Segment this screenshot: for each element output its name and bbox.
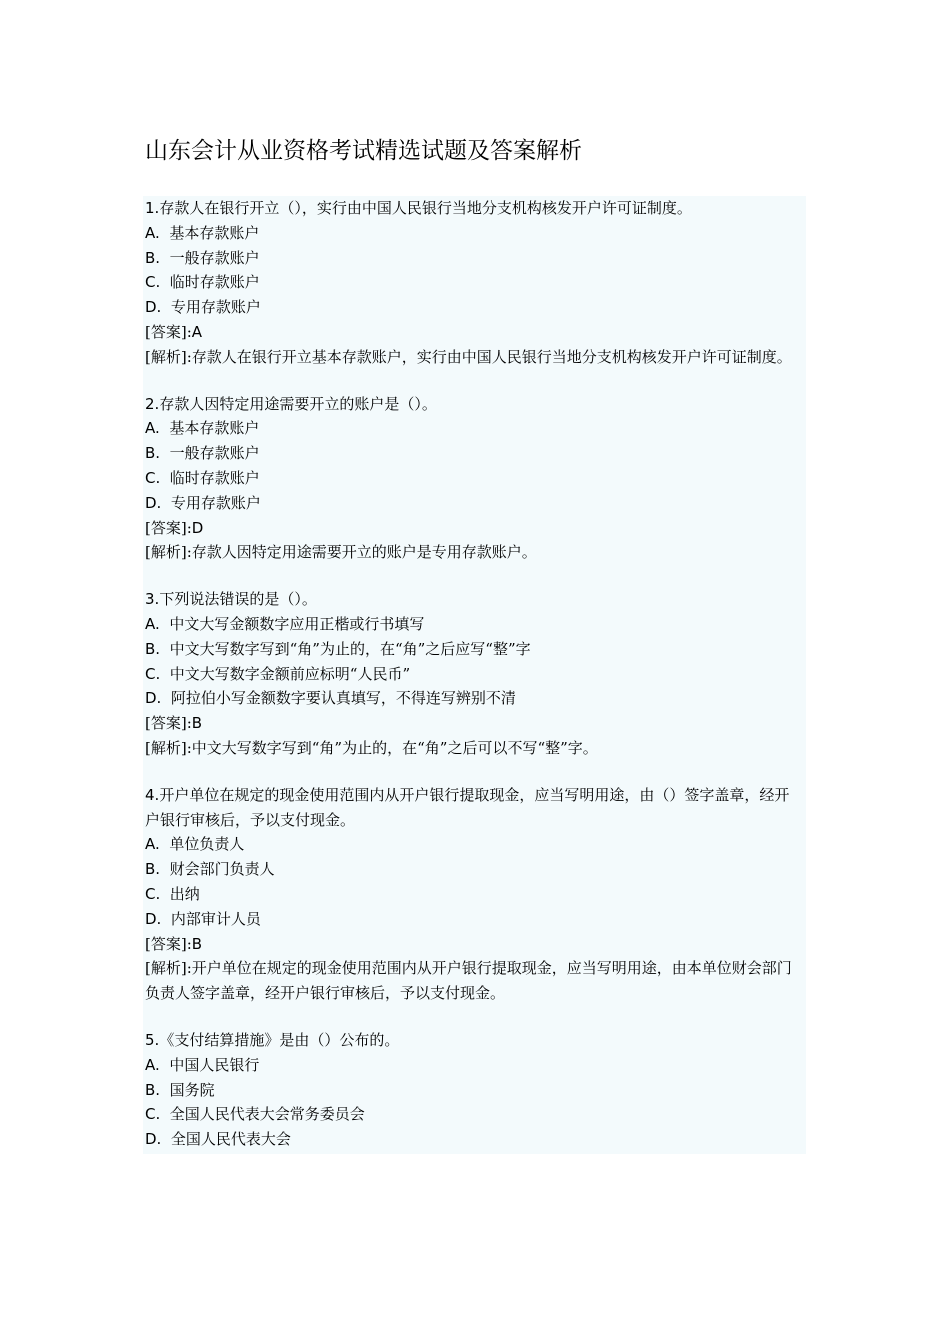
option-letter: B.	[145, 860, 161, 879]
question-item	[145, 587, 804, 761]
option-d	[145, 491, 804, 516]
option-c	[145, 882, 804, 907]
option-b	[145, 857, 804, 882]
analysis-text: 中文大写数字写到“角”为止的，在“角”之后可以不写“整”字。	[191, 738, 598, 757]
option-c	[145, 1102, 804, 1127]
analysis-line	[145, 540, 804, 565]
question-text: 存款人因特定用途需要开立的账户是（）。	[159, 394, 437, 413]
answer-value: D	[191, 518, 204, 537]
option-letter: C.	[145, 273, 161, 292]
question-number: 3.	[145, 590, 160, 609]
analysis-line	[145, 956, 804, 1006]
question-number: 5.	[145, 1030, 160, 1049]
option-text: 财会部门负责人	[169, 860, 275, 879]
analysis-line	[145, 345, 804, 370]
analysis-label: [解析]:	[145, 738, 192, 757]
question-item	[145, 392, 804, 566]
option-text: 出纳	[169, 884, 200, 903]
option-text: 中文大写数字金额前应标明“人民币”	[169, 664, 411, 683]
option-a	[145, 416, 804, 441]
option-letter: D.	[145, 1130, 162, 1149]
answer-line	[145, 711, 804, 736]
option-text: 专用存款账户	[170, 298, 261, 317]
option-letter: A.	[145, 835, 160, 854]
option-letter: D.	[145, 909, 162, 928]
analysis-label: [解析]:	[145, 543, 192, 562]
option-letter: D.	[145, 689, 162, 708]
option-letter: A.	[145, 614, 160, 633]
answer-label: [答案]:	[145, 322, 192, 341]
answer-line	[145, 516, 804, 541]
analysis-line	[145, 736, 804, 761]
option-letter: C.	[145, 468, 161, 487]
option-text: 国务院	[169, 1080, 215, 1099]
option-b	[145, 441, 804, 466]
option-letter: B.	[145, 639, 161, 658]
question-text: 下列说法错误的是（）。	[159, 590, 317, 609]
option-d	[145, 295, 804, 320]
question-item	[145, 1028, 804, 1152]
answer-line	[145, 320, 804, 345]
option-text: 单位负责人	[169, 835, 245, 854]
question-text: 《支付结算措施》是由（）公布的。	[159, 1030, 400, 1049]
option-c	[145, 466, 804, 491]
answer-line	[145, 932, 804, 957]
option-text: 专用存款账户	[170, 493, 261, 512]
option-c	[145, 270, 804, 295]
question-number: 2.	[145, 394, 160, 413]
option-text: 中国人民银行	[169, 1055, 260, 1074]
page-title: 山东会计从业资格考试精选试题及答案解析	[145, 138, 582, 164]
answer-value: B	[191, 934, 203, 953]
option-letter: C.	[145, 884, 161, 903]
question-number: 4.	[145, 785, 160, 804]
answer-label: [答案]:	[145, 714, 192, 733]
option-letter: D.	[145, 298, 162, 317]
question-stem	[145, 783, 804, 833]
analysis-text: 存款人因特定用途需要开立的账户是专用存款账户。	[191, 543, 537, 562]
option-c	[145, 662, 804, 687]
question-text: 存款人在银行开立（），实行由中国人民银行当地分支机构核发开户许可证制度。	[159, 199, 692, 217]
option-d	[145, 1127, 804, 1152]
option-letter: D.	[145, 493, 162, 512]
question-item	[145, 196, 804, 370]
question-stem	[145, 392, 804, 417]
option-letter: C.	[145, 1105, 161, 1124]
option-d	[145, 686, 804, 711]
analysis-label: [解析]:	[145, 347, 192, 366]
question-stem	[145, 587, 804, 612]
question-item	[145, 783, 804, 1006]
option-a	[145, 832, 804, 857]
question-text: 开户单位在规定的现金使用范围内从开户银行提取现金，应当写明用途，由（）签字盖章，经开户银行审核后，予以支付现金。	[145, 785, 790, 829]
answer-value: B	[191, 714, 203, 733]
option-text: 临时存款账户	[169, 468, 260, 487]
option-text: 基本存款账户	[169, 419, 260, 438]
question-stem	[145, 1028, 804, 1053]
answer-label: [答案]:	[145, 934, 192, 953]
question-number: 1.	[145, 199, 160, 217]
analysis-label: [解析]:	[145, 959, 192, 978]
answer-value: A	[191, 322, 203, 341]
answer-label: [答案]:	[145, 518, 192, 537]
option-a	[145, 221, 804, 246]
option-text: 全国人民代表大会常务委员会	[169, 1105, 365, 1124]
option-letter: A.	[145, 1055, 160, 1074]
option-letter: A.	[145, 223, 160, 242]
option-letter: C.	[145, 664, 161, 683]
option-letter: A.	[145, 419, 160, 438]
option-a	[145, 612, 804, 637]
option-b	[145, 637, 804, 662]
analysis-text: 存款人在银行开立基本存款账户，实行由中国人民银行当地分支机构核发开户许可证制度。	[191, 347, 792, 366]
option-b	[145, 1078, 804, 1103]
analysis-text: 开户单位在规定的现金使用范围内从开户银行提取现金，应当写明用途，由本单位财会部门负责人签字盖章，经开户银行审核后，予以支付现金。	[145, 959, 792, 1003]
option-text: 一般存款账户	[169, 444, 260, 463]
option-text: 内部审计人员	[170, 909, 261, 928]
option-text: 一般存款账户	[169, 248, 260, 267]
option-a	[145, 1053, 804, 1078]
option-text: 基本存款账户	[169, 223, 260, 242]
option-b	[145, 246, 804, 271]
option-text: 中文大写金额数字应用正楷或行书填写	[169, 614, 425, 633]
option-text: 阿拉伯小写金额数字要认真填写，不得连写辨别不清	[170, 689, 516, 708]
question-list	[143, 196, 806, 1154]
option-text: 全国人民代表大会	[170, 1130, 291, 1149]
option-letter: B.	[145, 248, 161, 267]
option-letter: B.	[145, 1080, 161, 1099]
question-stem	[145, 196, 804, 221]
option-text: 临时存款账户	[169, 273, 260, 292]
option-text: 中文大写数字写到“角”为止的，在“角”之后应写“整”字	[169, 639, 531, 658]
option-letter: B.	[145, 444, 161, 463]
option-d	[145, 907, 804, 932]
